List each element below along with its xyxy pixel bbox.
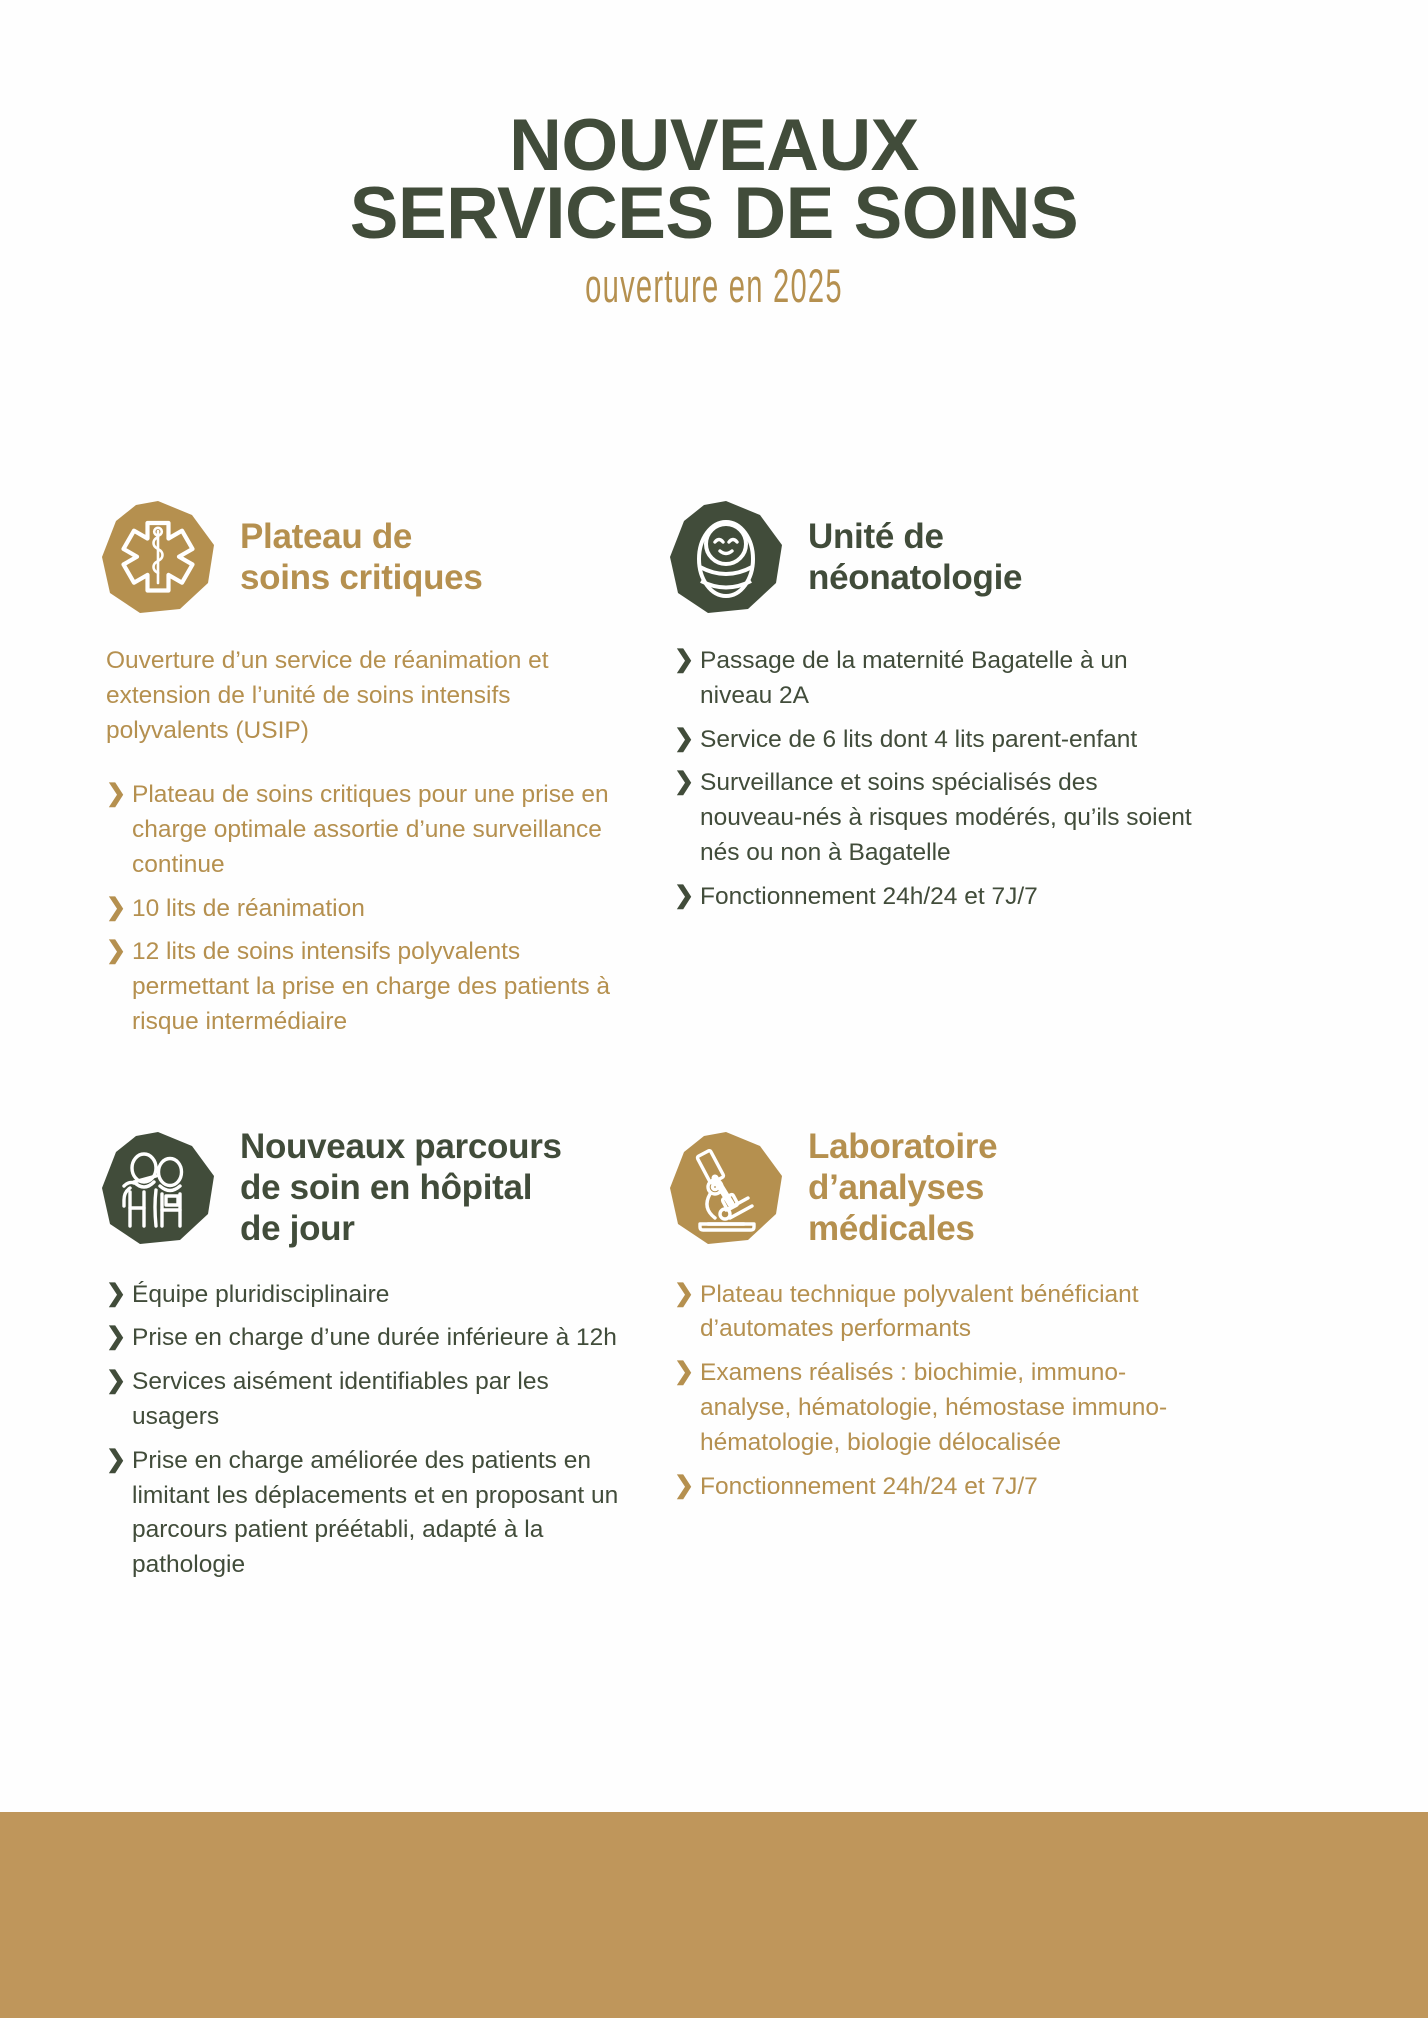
section-bullet-list bbox=[106, 778, 640, 1039]
list-item bbox=[674, 644, 1192, 714]
list-item bbox=[674, 880, 1192, 915]
swaddled-baby-icon bbox=[668, 499, 784, 615]
bullet-marker-icon: ❯ bbox=[106, 937, 127, 965]
bullet-marker-icon: ❯ bbox=[106, 1367, 127, 1395]
section-laboratoire-analyses-medicales bbox=[640, 1126, 1280, 1505]
section-title-line-2: d’analyses bbox=[808, 1168, 984, 1208]
sections-row-2 bbox=[0, 1126, 1428, 1583]
bullet-marker-icon: ❯ bbox=[674, 724, 695, 752]
section-title-line-3: médicales bbox=[808, 1209, 975, 1249]
list-item bbox=[106, 935, 624, 1039]
star-of-life-icon bbox=[100, 499, 216, 615]
list-item bbox=[106, 1278, 624, 1313]
section-plateau-de-soins-critiques bbox=[0, 498, 640, 1040]
list-item-text: Plateau technique polyvalent bénéficiant d’automates performants bbox=[700, 1280, 1139, 1343]
list-item-text: Prise en charge d’une durée inférieure à 12h bbox=[132, 1324, 617, 1352]
section-header bbox=[100, 1126, 640, 1250]
bullet-marker-icon: ❯ bbox=[106, 1279, 127, 1307]
section-title-line-1: Unité de bbox=[808, 516, 944, 556]
list-item bbox=[674, 1356, 1192, 1460]
list-item-text: Examens réalisés : biochimie, immuno-analyse, hématologie, hémostase immuno-hématologie, biologie délocalisée bbox=[700, 1359, 1168, 1456]
page-title bbox=[0, 105, 1428, 254]
list-item bbox=[674, 1470, 1192, 1505]
section-body bbox=[100, 1278, 640, 1583]
section-body bbox=[100, 644, 640, 1040]
page-subtitle: ouverture en 2025 bbox=[585, 258, 843, 312]
section-header bbox=[100, 498, 640, 616]
list-item-text: Fonctionnement 24h/24 et 7J/7 bbox=[700, 882, 1038, 910]
bullet-marker-icon: ❯ bbox=[106, 1323, 127, 1351]
list-item-text: Fonctionnement 24h/24 et 7J/7 bbox=[700, 1472, 1038, 1500]
section-bullet-list bbox=[674, 644, 1280, 914]
list-item bbox=[106, 1321, 624, 1356]
section-title-line-3: de jour bbox=[240, 1209, 355, 1249]
bullet-marker-icon: ❯ bbox=[674, 646, 695, 673]
list-item bbox=[106, 1365, 624, 1435]
section-title bbox=[240, 516, 483, 599]
bullet-marker-icon: ❯ bbox=[674, 1471, 695, 1499]
list-item-text: 12 lits de soins intensifs polyvalents permettant la prise en charge des patients à risque intermédiaire bbox=[132, 938, 611, 1036]
list-item-text: Équipe pluridisciplinaire bbox=[132, 1280, 390, 1308]
section-bullet-list bbox=[106, 1278, 640, 1583]
section-title-line-1: Nouveaux parcours bbox=[240, 1126, 562, 1166]
list-item bbox=[106, 1444, 624, 1583]
section-title bbox=[808, 516, 1022, 599]
list-item bbox=[106, 892, 624, 927]
bullet-marker-icon: ❯ bbox=[674, 1279, 695, 1307]
page-title-block bbox=[0, 0, 1428, 312]
section-header bbox=[668, 498, 1280, 616]
two-people-care-icon bbox=[100, 1130, 216, 1246]
section-title-line-1: Plateau de bbox=[240, 516, 413, 556]
section-bullet-list bbox=[674, 1278, 1280, 1505]
page-title-line-2: SERVICES DE SOINS bbox=[349, 172, 1079, 254]
list-item-text: Services aisément identifiables par les usagers bbox=[132, 1368, 549, 1431]
page-title-line-1: NOUVEAUX bbox=[509, 105, 919, 186]
list-item bbox=[674, 1278, 1192, 1348]
bullet-marker-icon: ❯ bbox=[674, 768, 695, 796]
section-title-line-2: de soin en hôpital bbox=[240, 1168, 533, 1208]
section-title bbox=[808, 1126, 997, 1250]
list-item-text: Surveillance et soins spécialisés des nouveau-nés à risques modérés, qu’ils soient nés ou non à Bagatelle bbox=[700, 769, 1192, 866]
section-body bbox=[668, 1278, 1280, 1505]
sections-row-1 bbox=[0, 498, 1428, 1040]
list-item-text: Service de 6 lits dont 4 lits parent-enfant bbox=[700, 725, 1138, 753]
section-title-line-2: soins critiques bbox=[240, 558, 483, 597]
section-body bbox=[668, 644, 1280, 914]
bottom-accent-bar bbox=[0, 1812, 1428, 2018]
sections-grid bbox=[0, 498, 1428, 1583]
microscope-icon bbox=[668, 1130, 784, 1246]
list-item bbox=[106, 778, 624, 882]
section-unite-de-neonatologie bbox=[640, 498, 1280, 914]
bullet-marker-icon: ❯ bbox=[674, 1358, 695, 1386]
bullet-marker-icon: ❯ bbox=[106, 893, 127, 921]
bullet-marker-icon: ❯ bbox=[106, 1445, 127, 1473]
section-nouveaux-parcours-de-soin bbox=[0, 1126, 640, 1583]
list-item-text: Prise en charge améliorée des patients en limitant les déplacements et en proposant un parcours patient préétabli, adapté à la pathologie bbox=[132, 1446, 619, 1579]
section-header bbox=[668, 1126, 1280, 1250]
list-item-text: Plateau de soins critiques pour une prise en charge optimale assortie d’une surveillance continue bbox=[132, 781, 609, 878]
list-item-text: 10 lits de réanimation bbox=[132, 894, 365, 922]
list-item bbox=[674, 766, 1192, 870]
section-intro: Ouverture d’un service de réanimation et extension de l’unité de soins intensifs polyvalents (USIP) bbox=[106, 647, 549, 744]
section-title-line-2: néonatologie bbox=[808, 558, 1023, 597]
bullet-marker-icon: ❯ bbox=[674, 881, 695, 909]
section-title-line-1: Laboratoire bbox=[808, 1126, 998, 1166]
bullet-marker-icon: ❯ bbox=[106, 780, 127, 808]
section-title bbox=[240, 1126, 562, 1250]
list-item bbox=[674, 723, 1192, 758]
list-item-text: Passage de la maternité Bagatelle à un niveau 2A bbox=[700, 647, 1128, 709]
